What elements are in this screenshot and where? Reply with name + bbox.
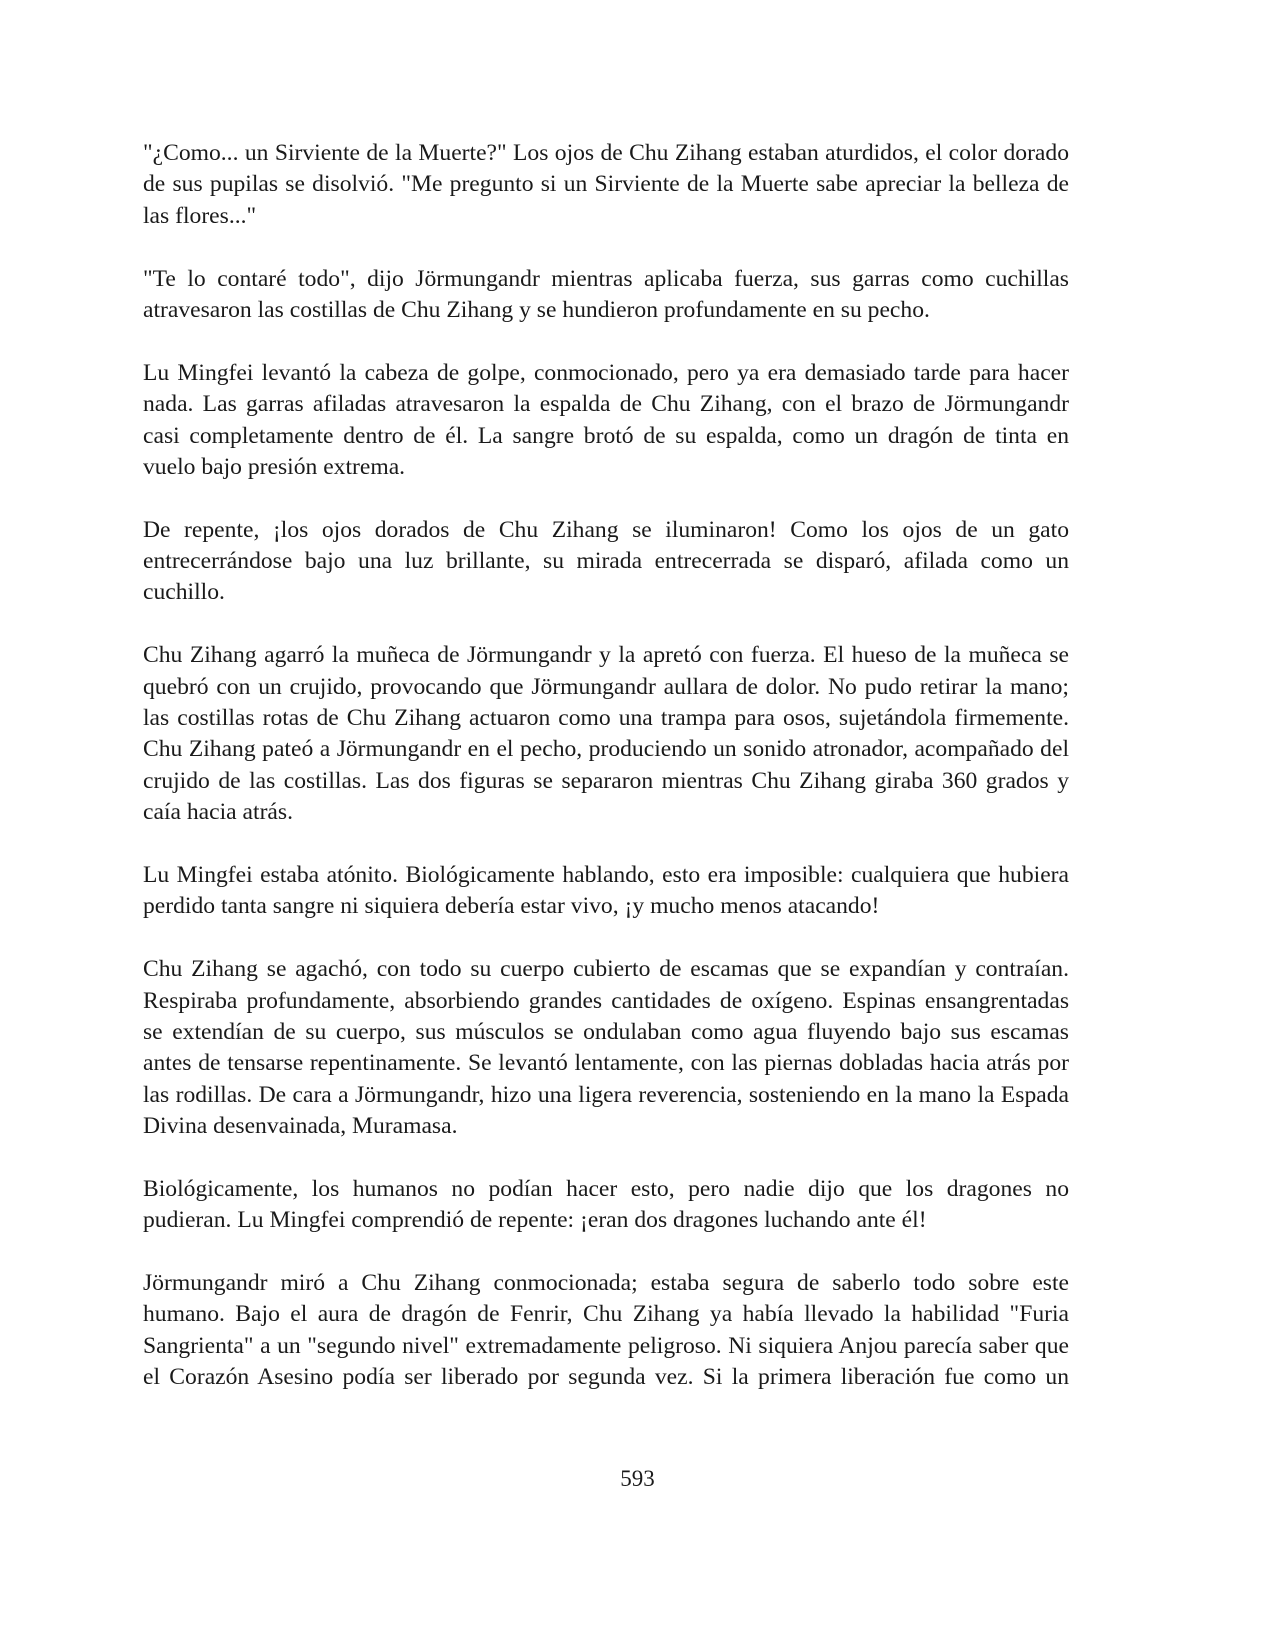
paragraph <box>143 954 1069 1142</box>
text-line: Chu Zihang se agachó, con todo su cuerpo cubierto de escamas que se expandían y contraían. <box>143 956 1069 983</box>
paragraph <box>143 640 1069 828</box>
text-line: antes de tensarse repentinamente. Se levantó lentamente, con las piernas dobladas hacia atrás por <box>143 1050 1069 1077</box>
text-line: las flores..." <box>143 202 257 229</box>
text-line: las rodillas. De cara a Jörmungandr, hizo una ligera reverencia, sosteniendo en la mano la Espada <box>143 1081 1069 1108</box>
text-line: Chu Zihang pateó a Jörmungandr en el pecho, produciendo un sonido atronador, acompañado del <box>143 736 1069 763</box>
text-line: las costillas rotas de Chu Zihang actuaron como una trampa para osos, sujetándola firmemente. <box>143 705 1069 732</box>
text-line: Respiraba profundamente, absorbiendo grandes cantidades de oxígeno. Espinas ensangrentadas <box>143 987 1069 1014</box>
text-line: Lu Mingfei levantó la cabeza de golpe, conmocionado, pero ya era demasiado tarde para hacer <box>143 359 1069 386</box>
text-line: Jörmungandr miró a Chu Zihang conmocionada; estaba segura de saberlo todo sobre este <box>143 1270 1069 1297</box>
text-line: crujido de las costillas. Las dos figuras se separaron mientras Chu Zihang giraba 360 grados y <box>143 767 1069 794</box>
paragraph <box>143 1268 1069 1394</box>
paragraph <box>143 138 1069 232</box>
text-line: "¿Como... un Sirviente de la Muerte?" Los ojos de Chu Zihang estaban aturdidos, el color dorado <box>143 140 1069 166</box>
text-line: de sus pupilas se disolvió. "Me pregunto si un Sirviente de la Muerte sabe apreciar la belleza de <box>143 171 1069 198</box>
page-body <box>143 138 1069 1425</box>
text-line: entrecerrándose bajo una luz brillante, su mirada entrecerrada se disparó, afilada como un <box>143 548 1069 575</box>
text-line: pudieran. Lu Mingfei comprendió de repente: ¡eran dos dragones luchando ante él! <box>143 1207 927 1234</box>
text-line: Biológicamente, los humanos no podían hacer esto, pero nadie dijo que los dragones no <box>143 1175 1069 1202</box>
paragraph <box>143 264 1069 327</box>
paragraph <box>143 358 1069 484</box>
text-line: el Corazón Asesino podía ser liberado por segunda vez. Si la primera liberación fue como un <box>143 1364 1069 1391</box>
text-line: Lu Mingfei estaba atónito. Biológicamente hablando, esto era imposible: cualquiera que hubiera <box>143 861 1069 888</box>
text-line: nada. Las garras afiladas atravesaron la espalda de Chu Zihang, con el brazo de Jörmungandr <box>143 391 1069 418</box>
text-line: casi completamente dentro de él. La sangre brotó de su espalda, como un dragón de tinta en <box>143 422 1069 449</box>
text-line: cuchillo. <box>143 579 225 606</box>
text-line: atravesaron las costillas de Chu Zihang y se hundieron profundamente en su pecho. <box>143 296 930 323</box>
text-line: caía hacia atrás. <box>143 799 293 826</box>
text-line: "Te lo contaré todo", dijo Jörmungandr mientras aplicaba fuerza, sus garras como cuchillas <box>143 265 1069 292</box>
text-line: De repente, ¡los ojos dorados de Chu Zihang se iluminaron! Como los ojos de un gato <box>143 516 1069 543</box>
page-number: 593 <box>620 1466 655 1491</box>
text-line: perdido tanta sangre ni siquiera debería estar vivo, ¡y mucho menos atacando! <box>143 893 880 920</box>
text-line: Divina desenvainada, Muramasa. <box>143 1113 458 1140</box>
text-line: se extendían de su cuerpo, sus músculos se ondulaban como agua fluyendo bajo sus escamas <box>143 1018 1069 1045</box>
text-line: quebró con un crujido, provocando que Jörmungandr aullara de dolor. No pudo retirar la mano; <box>143 673 1069 700</box>
text-line: Sangrienta" a un "segundo nivel" extremadamente peligroso. Ni siquiera Anjou parecía saber que <box>143 1332 1069 1359</box>
text-line: humano. Bajo el aura de dragón de Fenrir, Chu Zihang ya había llevado la habilidad "Furia <box>143 1301 1069 1328</box>
paragraph <box>143 1174 1069 1237</box>
paragraph <box>143 860 1069 923</box>
text-line: Chu Zihang agarró la muñeca de Jörmungandr y la apretó con fuerza. El hueso de la muñeca se <box>143 642 1069 669</box>
text-line: vuelo bajo presión extrema. <box>143 453 406 480</box>
paragraph <box>143 515 1069 609</box>
